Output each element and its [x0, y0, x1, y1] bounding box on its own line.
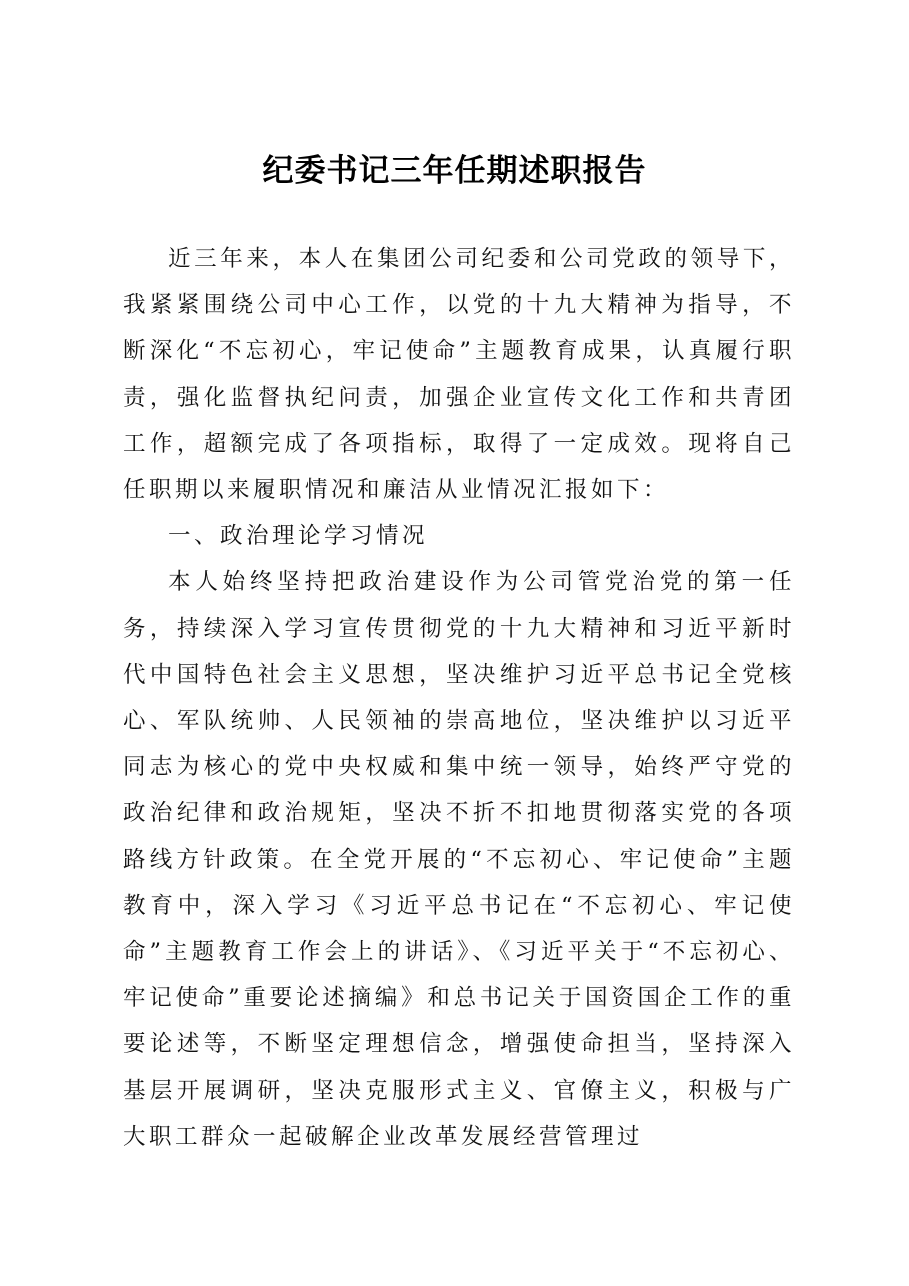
paragraph-intro: 近三年来，本人在集团公司纪委和公司党政的领导下，我紧紧围绕公司中心工作，以党的十九大精神为指导，不断深化“不忘初心，牢记使命”主题教育成果，认真履行职责，强化监督执纪问责，加强企业宣传文化工作和共青团工作，超额完成了各项指标，取得了一定成效。现将自己任职期以来履职情况和廉洁从业情况汇报如下： — [123, 246, 795, 504]
paragraph-political-study: 本人始终坚持把政治建设作为公司管党治党的第一任务，持续深入学习宣传贯彻党的十九大精神和习近平新时代中国特色社会主义思想，坚决维护习近平总书记全党核心、军队统帅、人民领袖的崇高地位，坚决维护以习近平同志为核心的党中央权威和集中统一领导，始终严守党的政治纪律和政治规矩，坚决不折不扣地贯彻落实党的各项路线方针政策。在全党开展的“不忘初心、牢记使命”主题教育中，深入学习《习近平总书记在“不忘初心、牢记使命”主题教育工作会上的讲话》、《习近平关于“不忘初心、牢记使命”重要论述摘编》和总书记关于国资国企工作的重要论述等，不断坚定理想信念，增强使命担当，坚持深入基层开展调研，坚决克服形式主义、官僚主义，积极与广大职工群众一起破解企业改革发展经营管理过 — [123, 569, 795, 1150]
document-title: 纪委书记三年任期述职报告 — [262, 153, 647, 189]
document-body — [123, 236, 795, 1160]
section-heading-political-study: 一、政治理论学习情况 — [168, 523, 429, 550]
